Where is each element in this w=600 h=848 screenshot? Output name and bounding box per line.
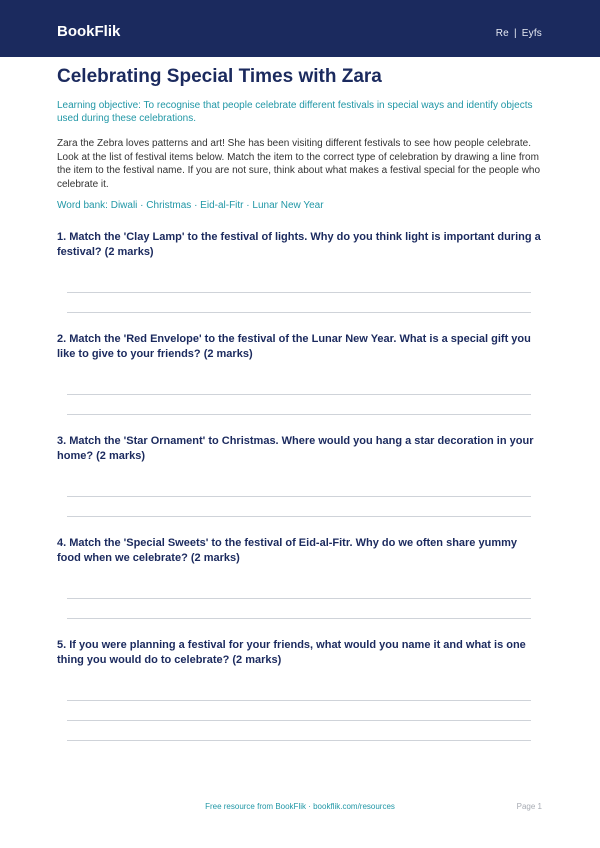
question-5: 5. If you were planning a festival for your friends, what would you name it and what is one thing you would do to celebrate? (2 marks) bbox=[57, 639, 526, 666]
answer-line[interactable] bbox=[67, 394, 531, 395]
footer-resource-link[interactable]: Free resource from BookFlik · bookflik.com/resources bbox=[205, 802, 395, 811]
answer-line[interactable] bbox=[67, 292, 531, 293]
learning-objective: Learning objective: To recognise that people celebrate different festivals in special ways and identify objects used during these celebrations. bbox=[57, 100, 533, 124]
page-header bbox=[0, 0, 600, 57]
question-2: 2. Match the 'Red Envelope' to the festival of the Lunar New Year. What is a special gift you like to give to your friends? (2 marks) bbox=[57, 333, 531, 360]
answer-line[interactable] bbox=[67, 496, 531, 497]
word-bank: Word bank: Diwali · Christmas · Eid-al-Fitr · Lunar New Year bbox=[57, 200, 324, 211]
intro-text: Zara the Zebra loves patterns and art! She has been visiting different festivals to see how people celebrate. Look at the list of festival items below. Match the item to the correct type of celebration by drawing a line from the item to the festival name. If you are not sure, think about what makes a festival special for the people who celebrate it. bbox=[57, 138, 541, 190]
answer-line[interactable] bbox=[67, 700, 531, 701]
question-3: 3. Match the 'Star Ornament' to Christmas. Where would you hang a star decoration in your home? (2 marks) bbox=[57, 435, 534, 462]
answer-line[interactable] bbox=[67, 618, 531, 619]
answer-line[interactable] bbox=[67, 414, 531, 415]
subject-level bbox=[496, 28, 542, 39]
page-title: Celebrating Special Times with Zara bbox=[57, 66, 382, 87]
answer-line[interactable] bbox=[67, 516, 531, 517]
question-4: 4. Match the 'Special Sweets' to the festival of Eid-al-Fitr. Why do we often share yummy food when we celebrate? (2 marks) bbox=[57, 537, 517, 564]
answer-line[interactable] bbox=[67, 720, 531, 721]
brand-logo[interactable]: BookFlik bbox=[57, 23, 121, 40]
answer-line[interactable] bbox=[67, 740, 531, 741]
separator: | bbox=[513, 28, 517, 39]
question-1: 1. Match the 'Clay Lamp' to the festival of lights. Why do you think light is important during a festival? (2 marks) bbox=[57, 231, 541, 258]
subject-label: Re bbox=[495, 28, 509, 39]
answer-line[interactable] bbox=[67, 598, 531, 599]
level-label: Eyfs bbox=[521, 28, 542, 39]
page-number: Page 1 bbox=[516, 802, 542, 811]
answer-line[interactable] bbox=[67, 312, 531, 313]
